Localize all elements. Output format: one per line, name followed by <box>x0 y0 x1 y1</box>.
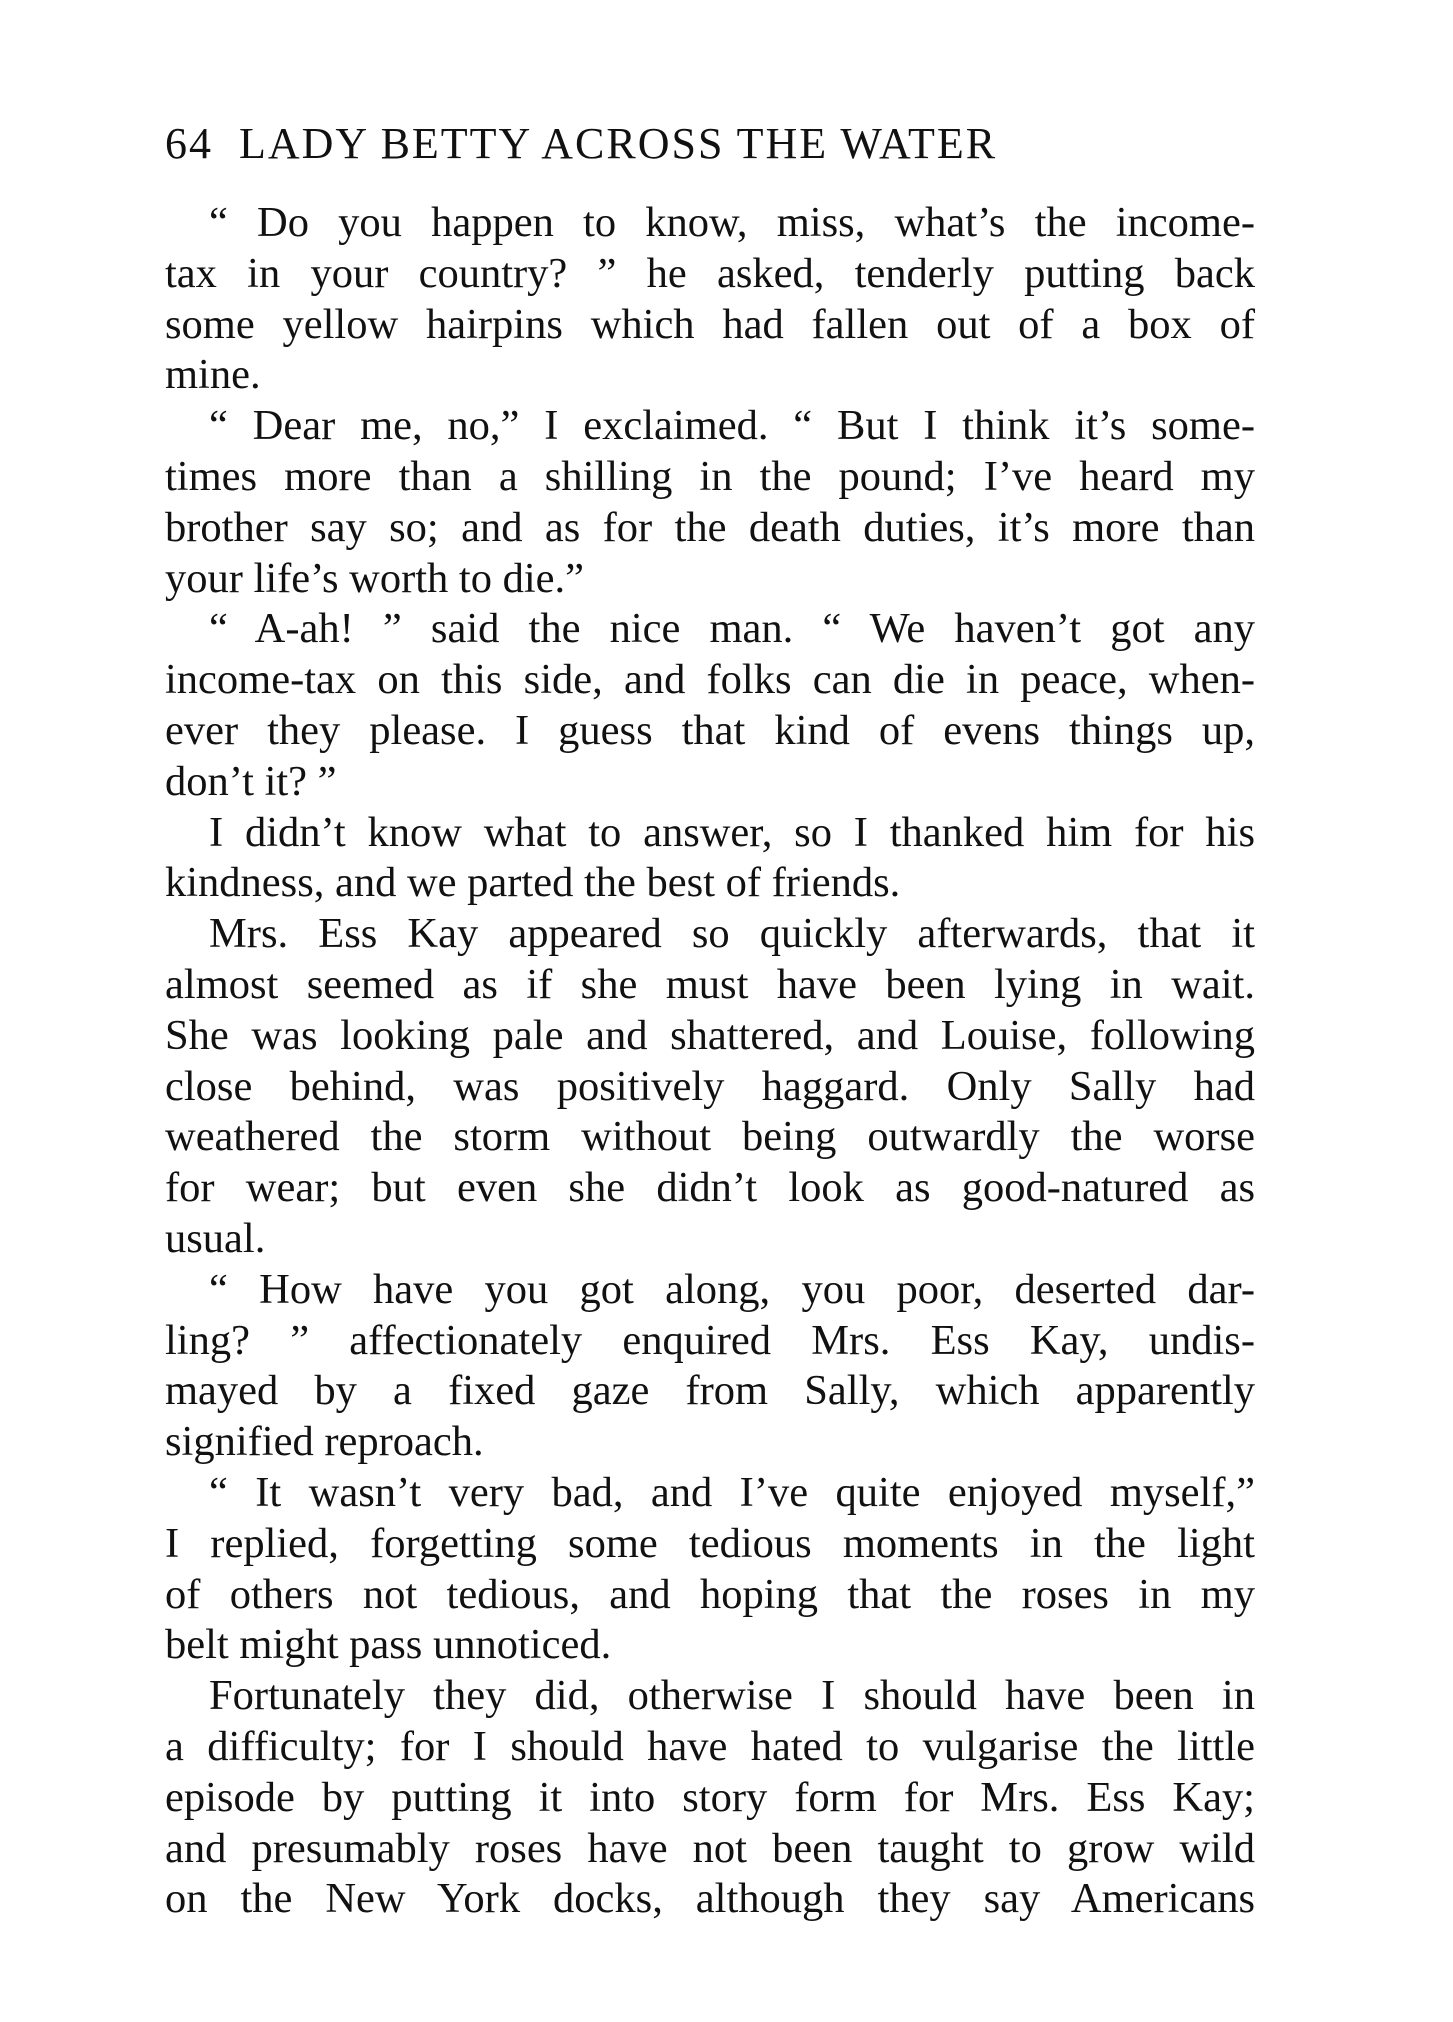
text-line: income-tax on this side, and folks can die in peace, when- <box>165 656 1255 704</box>
text-line: ling? ” affectionately enquired Mrs. Ess Kay, undis- <box>165 1316 1255 1364</box>
text-line: “ Dear me, no,” I exclaimed. “ But I think it’s some- <box>209 402 1255 450</box>
text-line: kindness, and we parted the best of friends. <box>165 859 901 907</box>
text-line: She was looking pale and shattered, and Louise, following <box>165 1011 1255 1059</box>
text-line: times more than a shilling in the pound; I’ve heard my <box>165 452 1255 500</box>
text-line: belt might pass unnoticed. <box>165 1621 612 1669</box>
text-line: Fortunately they did, otherwise I should have been in <box>209 1672 1255 1720</box>
text-line: some yellow hairpins which had fallen out of a box of <box>165 300 1255 348</box>
text-line: mine. <box>165 351 261 399</box>
body-text <box>165 198 1255 1925</box>
text-line: “ A-ah! ” said the nice man. “ We haven’t got any <box>209 605 1255 653</box>
text-line: “ It wasn’t very bad, and I’ve quite enjoyed myself,” <box>209 1468 1255 1516</box>
text-line: “ How have you got along, you poor, deserted dar- <box>209 1265 1255 1313</box>
running-head <box>165 118 1255 178</box>
text-line: a difficulty; for I should have hated to vulgarise the little <box>165 1722 1255 1770</box>
text-line: Mrs. Ess Kay appeared so quickly afterwards, that it <box>209 910 1255 958</box>
text-line: I didn’t know what to answer, so I thanked him for his <box>209 808 1255 856</box>
text-line: tax in your country? ” he asked, tenderly putting back <box>165 249 1255 297</box>
text-line: close behind, was positively haggard. Only Sally had <box>165 1062 1255 1110</box>
text-line: episode by putting it into story form for Mrs. Ess Kay; <box>165 1773 1255 1821</box>
text-line: usual. <box>165 1214 266 1262</box>
text-line: ever they please. I guess that kind of evens things up, <box>165 706 1255 754</box>
text-line: signified reproach. <box>165 1418 484 1466</box>
text-line: almost seemed as if she must have been lying in wait. <box>165 960 1255 1008</box>
text-line: of others not tedious, and hoping that the roses in my <box>165 1570 1255 1618</box>
text-line: weathered the storm without being outwardly the worse <box>165 1113 1255 1161</box>
book-title: LADY BETTY ACROSS THE WATER <box>239 119 998 168</box>
text-line: and presumably roses have not been taught to grow wild <box>165 1824 1255 1872</box>
text-line: don’t it? ” <box>165 757 337 805</box>
page-number: 64 <box>165 119 213 168</box>
text-line: mayed by a fixed gaze from Sally, which apparently <box>165 1367 1255 1415</box>
text-line: brother say so; and as for the death duties, it’s more than <box>165 503 1255 551</box>
text-line: on the New York docks, although they say Americans <box>165 1875 1255 1923</box>
text-line: I replied, forgetting some tedious moments in the light <box>165 1519 1255 1567</box>
text-line: for wear; but even she didn’t look as good-natured as <box>165 1164 1255 1212</box>
text-line: “ Do you happen to know, miss, what’s the income- <box>209 199 1255 246</box>
text-line: your life’s worth to die.” <box>165 554 585 602</box>
